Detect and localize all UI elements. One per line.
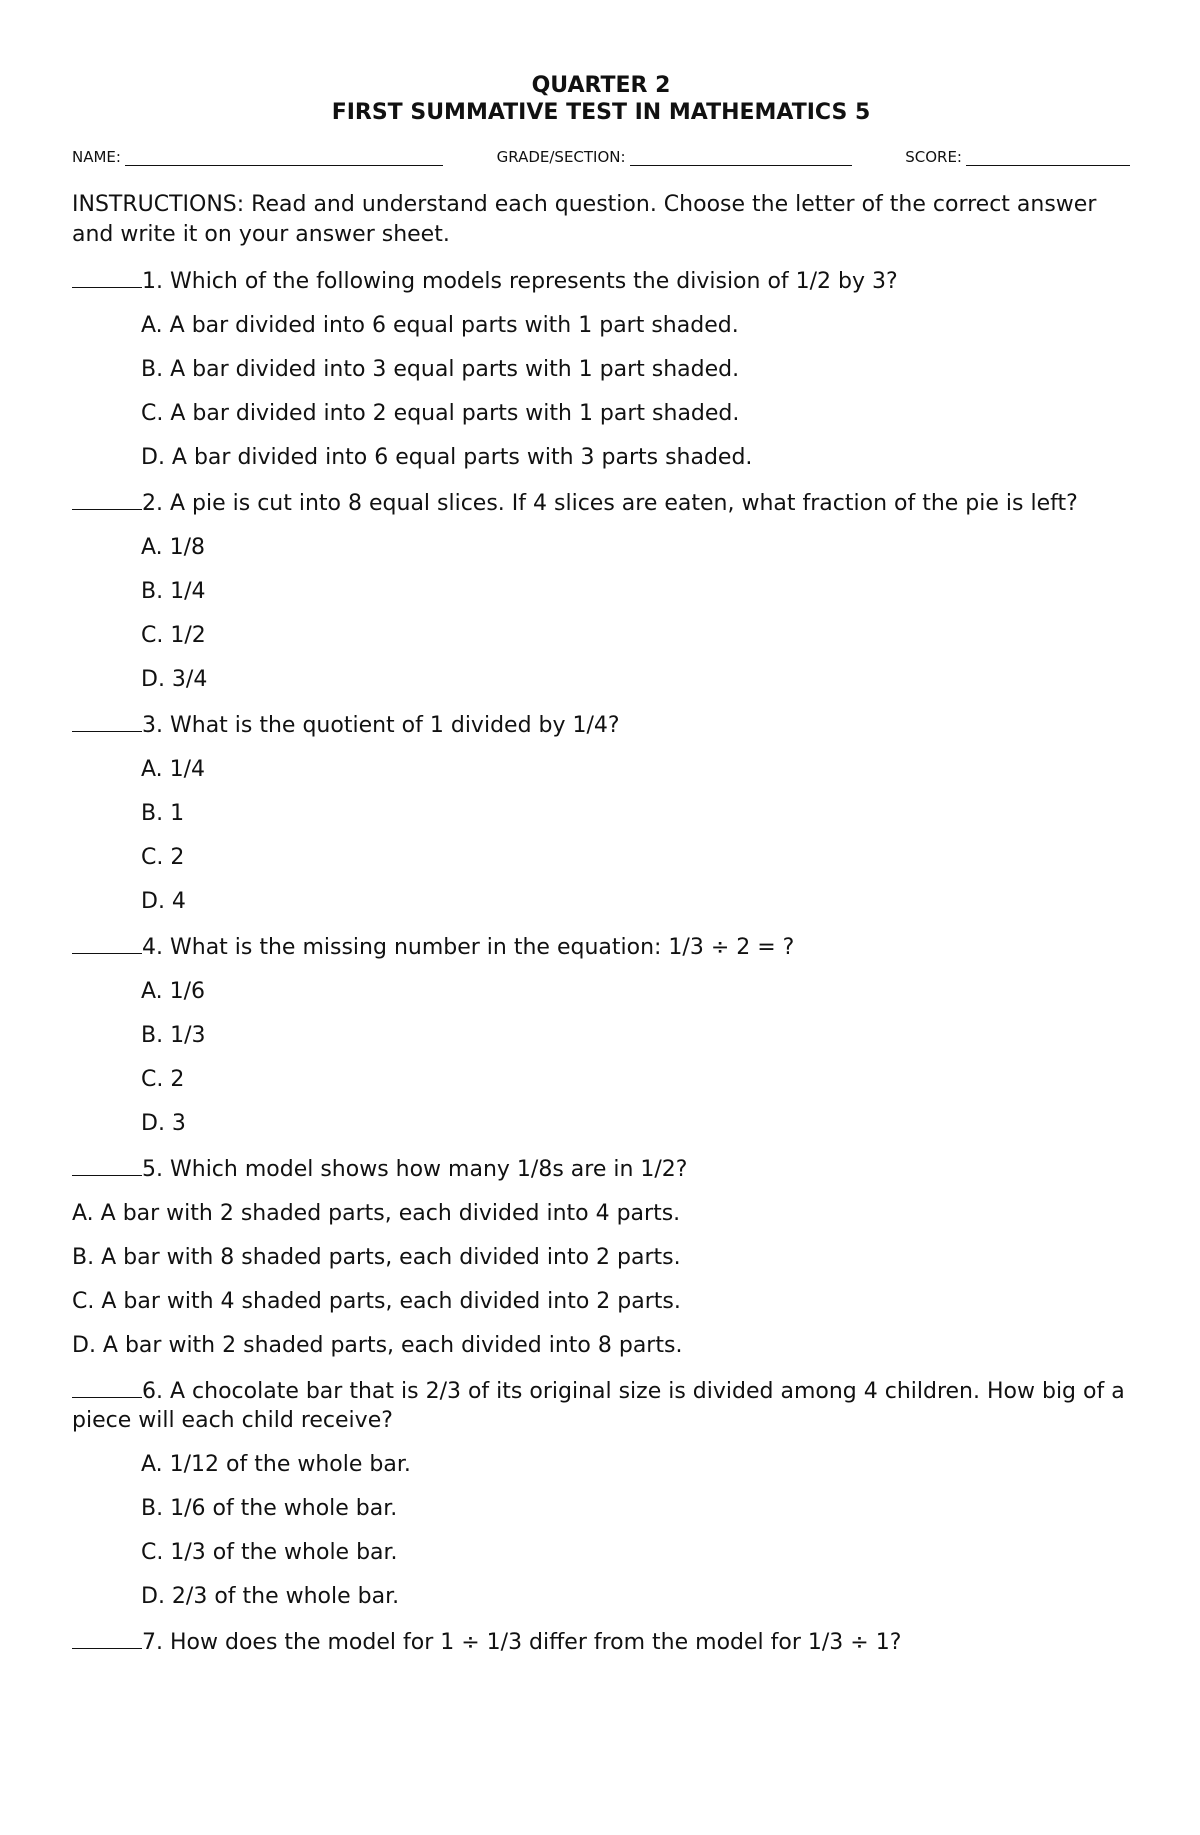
options-list — [72, 1450, 1130, 1611]
question-number: 2. — [142, 491, 163, 516]
question-text: How does the model for 1 ÷ 1/3 differ from the model for 1/3 ÷ 1? — [170, 1630, 902, 1655]
question-number: 7. — [142, 1630, 163, 1655]
question-2 — [72, 487, 1130, 518]
question-text: Which of the following models represents the division of 1/2 by 3? — [170, 269, 898, 294]
student-info-line — [72, 148, 1130, 166]
answer-blank — [72, 931, 142, 954]
question-number: 3. — [142, 713, 163, 738]
question-number: 4. — [142, 935, 163, 960]
option-b: B. 1/3 — [141, 1023, 206, 1048]
options-list — [72, 977, 1130, 1138]
option-a: A. 1/12 of the whole bar. — [141, 1452, 411, 1477]
question-number: 6. — [142, 1379, 163, 1404]
question-4 — [72, 931, 1130, 962]
option-d: D. 3/4 — [141, 667, 208, 692]
question-5 — [72, 1153, 1130, 1184]
option-b: B. A bar with 8 shaded parts, each divided into 2 parts. — [72, 1245, 681, 1270]
question-text: What is the quotient of 1 divided by 1/4? — [170, 713, 620, 738]
option-d: D. 4 — [141, 889, 186, 914]
title-test: FIRST SUMMATIVE TEST IN MATHEMATICS 5 — [331, 100, 871, 125]
question-text: A pie is cut into 8 equal slices. If 4 slices are eaten, what fraction of the pie is left? — [170, 491, 1078, 516]
instructions: INSTRUCTIONS: Read and understand each question. Choose the letter of the correct answer and write it on your answer sheet. — [72, 192, 1097, 247]
grade-section-label: GRADE/SECTION: — [496, 148, 626, 166]
name-label: NAME: — [72, 148, 121, 166]
answer-blank — [72, 265, 142, 288]
option-c: C. A bar divided into 2 equal parts with 1 part shaded. — [141, 401, 740, 426]
option-a: A. A bar with 2 shaded parts, each divided into 4 parts. — [72, 1201, 681, 1226]
name-field — [72, 148, 443, 166]
title-quarter: QUARTER 2 — [531, 73, 671, 98]
option-d: D. 3 — [141, 1111, 186, 1136]
option-b: B. A bar divided into 3 equal parts with 1 part shaded. — [141, 357, 740, 382]
question-text: A chocolate bar that is 2/3 of its original size is divided among 4 children. How big of a piece will each child receive? — [72, 1379, 1125, 1433]
option-a: A. 1/4 — [141, 757, 206, 782]
question-7 — [72, 1626, 1130, 1657]
grade-section-field — [497, 148, 852, 166]
option-b: B. 1/6 of the whole bar. — [141, 1496, 398, 1521]
option-c: C. 2 — [141, 1067, 185, 1092]
answer-blank — [72, 709, 142, 732]
question-number: 1. — [142, 269, 163, 294]
score-field — [905, 148, 1130, 166]
score-label: SCORE: — [905, 148, 962, 166]
options-list — [72, 311, 1130, 472]
option-c: C. A bar with 4 shaded parts, each divided into 2 parts. — [72, 1289, 681, 1314]
question-list — [72, 265, 1130, 1657]
question-6 — [72, 1375, 1130, 1435]
answer-blank — [72, 1153, 142, 1176]
question-1 — [72, 265, 1130, 296]
name-blank — [125, 149, 443, 166]
options-list — [72, 533, 1130, 694]
options-list — [72, 1199, 1130, 1360]
option-c: C. 1/2 — [141, 623, 206, 648]
answer-blank — [72, 1626, 142, 1649]
page-title — [72, 72, 1130, 126]
option-c: C. 1/3 of the whole bar. — [141, 1540, 398, 1565]
grade-section-blank — [630, 149, 852, 166]
option-d: D. A bar with 2 shaded parts, each divided into 8 parts. — [72, 1333, 683, 1358]
option-a: A. 1/8 — [141, 535, 206, 560]
answer-blank — [72, 1375, 142, 1398]
option-c: C. 2 — [141, 845, 185, 870]
answer-blank — [72, 487, 142, 510]
option-d: D. A bar divided into 6 equal parts with 3 parts shaded. — [141, 445, 753, 470]
option-b: B. 1/4 — [141, 579, 206, 604]
question-3 — [72, 709, 1130, 740]
options-list — [72, 755, 1130, 916]
question-text: What is the missing number in the equation: 1/3 ÷ 2 = ? — [170, 935, 795, 960]
score-blank — [966, 149, 1130, 166]
option-b: B. 1 — [141, 801, 185, 826]
option-a: A. 1/6 — [141, 979, 206, 1004]
option-d: D. 2/3 of the whole bar. — [141, 1584, 400, 1609]
option-a: A. A bar divided into 6 equal parts with 1 part shaded. — [141, 313, 739, 338]
question-text: Which model shows how many 1/8s are in 1/2? — [170, 1157, 688, 1182]
question-number: 5. — [142, 1157, 163, 1182]
